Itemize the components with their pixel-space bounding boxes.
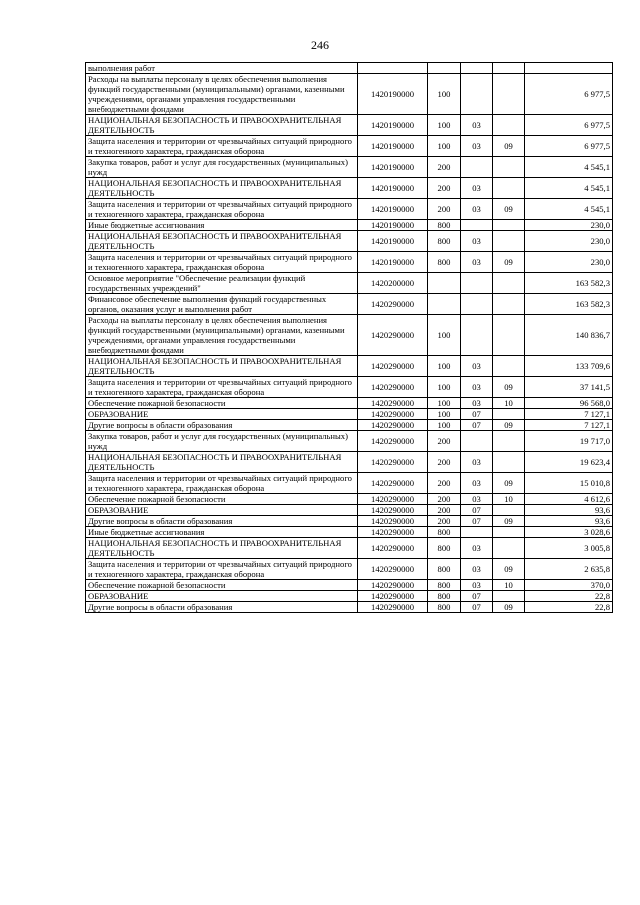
section-cell: 03	[461, 559, 493, 580]
item-name-cell: Расходы на выплаты персоналу в целях обеспечения выполнения функций государственными (муниципальными) органами, казенными учреждениями, органами управления государственными внебюджетными фондами	[86, 74, 358, 115]
expense-type-cell: 100	[428, 74, 461, 115]
table-row	[86, 220, 613, 231]
amount-cell: 230,0	[525, 220, 613, 231]
amount-cell: 93,6	[525, 516, 613, 527]
item-name-cell: Обеспечение пожарной безопасности	[86, 580, 358, 591]
section-cell: 03	[461, 199, 493, 220]
section-cell: 03	[461, 231, 493, 252]
section-cell: 03	[461, 494, 493, 505]
subsection-cell: 09	[493, 420, 525, 431]
item-name-cell: ОБРАЗОВАНИЕ	[86, 409, 358, 420]
section-cell: 03	[461, 580, 493, 591]
item-name-cell: НАЦИОНАЛЬНАЯ БЕЗОПАСНОСТЬ И ПРАВООХРАНИТЕЛЬНАЯ ДЕЯТЕЛЬНОСТЬ	[86, 231, 358, 252]
table-row	[86, 505, 613, 516]
item-name-cell: Основное мероприятие "Обеспечение реализации функций государственных учреждений"	[86, 273, 358, 294]
subsection-cell: 10	[493, 580, 525, 591]
item-name-cell: Защита населения и территории от чрезвычайных ситуаций природного и техногенного характера, гражданская оборона	[86, 199, 358, 220]
subsection-cell: 09	[493, 516, 525, 527]
amount-cell: 163 582,3	[525, 294, 613, 315]
target-code-cell: 1420290000	[358, 473, 428, 494]
subsection-cell	[493, 231, 525, 252]
subsection-cell	[493, 273, 525, 294]
table-row	[86, 252, 613, 273]
expense-type-cell: 800	[428, 231, 461, 252]
amount-cell: 4 545,1	[525, 178, 613, 199]
target-code-cell: 1420190000	[358, 136, 428, 157]
section-cell: 07	[461, 420, 493, 431]
expense-type-cell: 200	[428, 178, 461, 199]
item-name-cell: Защита населения и территории от чрезвычайных ситуаций природного и техногенного характера, гражданская оборона	[86, 473, 358, 494]
target-code-cell: 1420290000	[358, 602, 428, 613]
amount-cell: 230,0	[525, 231, 613, 252]
subsection-cell	[493, 452, 525, 473]
subsection-cell	[493, 505, 525, 516]
item-name-cell: НАЦИОНАЛЬНАЯ БЕЗОПАСНОСТЬ И ПРАВООХРАНИТЕЛЬНАЯ ДЕЯТЕЛЬНОСТЬ	[86, 178, 358, 199]
section-cell: 07	[461, 516, 493, 527]
target-code-cell: 1420190000	[358, 157, 428, 178]
target-code-cell: 1420190000	[358, 220, 428, 231]
amount-cell: 3 005,8	[525, 538, 613, 559]
subsection-cell	[493, 538, 525, 559]
expense-type-cell: 200	[428, 494, 461, 505]
table-row	[86, 136, 613, 157]
amount-cell: 163 582,3	[525, 273, 613, 294]
amount-cell: 96 568,0	[525, 398, 613, 409]
item-name-cell: Обеспечение пожарной безопасности	[86, 398, 358, 409]
amount-cell: 3 028,6	[525, 527, 613, 538]
budget-table-body	[86, 63, 613, 613]
section-cell	[461, 273, 493, 294]
amount-cell: 93,6	[525, 505, 613, 516]
expense-type-cell: 800	[428, 559, 461, 580]
item-name-cell: Закупка товаров, работ и услуг для государственных (муниципальных) нужд	[86, 431, 358, 452]
expense-type-cell: 100	[428, 377, 461, 398]
item-name-cell: НАЦИОНАЛЬНАЯ БЕЗОПАСНОСТЬ И ПРАВООХРАНИТЕЛЬНАЯ ДЕЯТЕЛЬНОСТЬ	[86, 356, 358, 377]
page-number: 246	[311, 38, 329, 52]
subsection-cell	[493, 294, 525, 315]
expense-type-cell: 800	[428, 220, 461, 231]
table-row	[86, 559, 613, 580]
target-code-cell: 1420290000	[358, 591, 428, 602]
item-name-cell: Другие вопросы в области образования	[86, 516, 358, 527]
subsection-cell: 09	[493, 559, 525, 580]
target-code-cell: 1420190000	[358, 178, 428, 199]
subsection-cell	[493, 409, 525, 420]
section-cell	[461, 220, 493, 231]
subsection-cell	[493, 431, 525, 452]
section-cell: 03	[461, 115, 493, 136]
expense-type-cell	[428, 63, 461, 74]
amount-cell: 4 545,1	[525, 199, 613, 220]
amount-cell: 19 717,0	[525, 431, 613, 452]
section-cell	[461, 294, 493, 315]
subsection-cell	[493, 157, 525, 178]
subsection-cell	[493, 74, 525, 115]
table-row	[86, 516, 613, 527]
subsection-cell	[493, 315, 525, 356]
item-name-cell: Закупка товаров, работ и услуг для государственных (муниципальных) нужд	[86, 157, 358, 178]
item-name-cell: выполнения работ	[86, 63, 358, 74]
section-cell: 07	[461, 505, 493, 516]
table-row	[86, 420, 613, 431]
table-row	[86, 273, 613, 294]
expense-type-cell: 100	[428, 115, 461, 136]
target-code-cell: 1420290000	[358, 452, 428, 473]
subsection-cell: 10	[493, 494, 525, 505]
amount-cell: 6 977,5	[525, 115, 613, 136]
expense-type-cell: 100	[428, 356, 461, 377]
subsection-cell	[493, 527, 525, 538]
section-cell	[461, 431, 493, 452]
item-name-cell: Защита населения и территории от чрезвычайных ситуаций природного и техногенного характера, гражданская оборона	[86, 252, 358, 273]
target-code-cell: 1420290000	[358, 420, 428, 431]
target-code-cell: 1420290000	[358, 431, 428, 452]
target-code-cell: 1420290000	[358, 377, 428, 398]
amount-cell: 140 836,7	[525, 315, 613, 356]
subsection-cell: 09	[493, 252, 525, 273]
item-name-cell: Другие вопросы в области образования	[86, 420, 358, 431]
table-row	[86, 452, 613, 473]
table-row	[86, 74, 613, 115]
target-code-cell: 1420290000	[358, 294, 428, 315]
expense-type-cell: 200	[428, 452, 461, 473]
target-code-cell: 1420290000	[358, 516, 428, 527]
budget-table	[85, 62, 613, 613]
section-cell: 03	[461, 538, 493, 559]
table-row	[86, 494, 613, 505]
table-row	[86, 602, 613, 613]
item-name-cell: Другие вопросы в области образования	[86, 602, 358, 613]
table-row	[86, 538, 613, 559]
item-name-cell: Расходы на выплаты персоналу в целях обеспечения выполнения функций государственными (муниципальными) органами, казенными учреждениями, органами управления государственными внебюджетными фондами	[86, 315, 358, 356]
amount-cell: 4 545,1	[525, 157, 613, 178]
amount-cell	[525, 63, 613, 74]
target-code-cell: 1420190000	[358, 252, 428, 273]
target-code-cell: 1420290000	[358, 580, 428, 591]
table-row	[86, 231, 613, 252]
expense-type-cell	[428, 273, 461, 294]
table-row	[86, 63, 613, 74]
subsection-cell: 09	[493, 473, 525, 494]
subsection-cell	[493, 115, 525, 136]
table-row	[86, 377, 613, 398]
amount-cell: 6 977,5	[525, 136, 613, 157]
subsection-cell: 09	[493, 136, 525, 157]
expense-type-cell: 100	[428, 409, 461, 420]
subsection-cell: 09	[493, 602, 525, 613]
section-cell: 03	[461, 452, 493, 473]
expense-type-cell: 100	[428, 315, 461, 356]
section-cell: 03	[461, 252, 493, 273]
table-row	[86, 115, 613, 136]
table-row	[86, 199, 613, 220]
target-code-cell: 1420290000	[358, 559, 428, 580]
target-code-cell: 1420290000	[358, 315, 428, 356]
expense-type-cell: 100	[428, 136, 461, 157]
table-row	[86, 356, 613, 377]
subsection-cell	[493, 356, 525, 377]
table-row	[86, 157, 613, 178]
expense-type-cell: 100	[428, 420, 461, 431]
amount-cell: 7 127,1	[525, 409, 613, 420]
amount-cell: 15 010,8	[525, 473, 613, 494]
table-row	[86, 580, 613, 591]
amount-cell: 2 635,8	[525, 559, 613, 580]
section-cell: 07	[461, 409, 493, 420]
item-name-cell: Иные бюджетные ассигнования	[86, 527, 358, 538]
expense-type-cell: 200	[428, 199, 461, 220]
table-row	[86, 591, 613, 602]
item-name-cell: Финансовое обеспечение выполнения функций государственных органов, оказания услуг и выполнения работ	[86, 294, 358, 315]
target-code-cell: 1420200000	[358, 273, 428, 294]
target-code-cell: 1420290000	[358, 538, 428, 559]
table-row	[86, 431, 613, 452]
item-name-cell: Защита населения и территории от чрезвычайных ситуаций природного и техногенного характера, гражданская оборона	[86, 377, 358, 398]
amount-cell: 22,8	[525, 602, 613, 613]
subsection-cell: 10	[493, 398, 525, 409]
expense-type-cell: 800	[428, 527, 461, 538]
section-cell: 03	[461, 398, 493, 409]
subsection-cell	[493, 591, 525, 602]
expense-type-cell: 200	[428, 473, 461, 494]
section-cell	[461, 63, 493, 74]
expense-type-cell	[428, 294, 461, 315]
item-name-cell: НАЦИОНАЛЬНАЯ БЕЗОПАСНОСТЬ И ПРАВООХРАНИТЕЛЬНАЯ ДЕЯТЕЛЬНОСТЬ	[86, 538, 358, 559]
target-code-cell: 1420290000	[358, 398, 428, 409]
item-name-cell: НАЦИОНАЛЬНАЯ БЕЗОПАСНОСТЬ И ПРАВООХРАНИТЕЛЬНАЯ ДЕЯТЕЛЬНОСТЬ	[86, 115, 358, 136]
expense-type-cell: 800	[428, 538, 461, 559]
subsection-cell: 09	[493, 377, 525, 398]
amount-cell: 6 977,5	[525, 74, 613, 115]
amount-cell: 133 709,6	[525, 356, 613, 377]
item-name-cell: НАЦИОНАЛЬНАЯ БЕЗОПАСНОСТЬ И ПРАВООХРАНИТЕЛЬНАЯ ДЕЯТЕЛЬНОСТЬ	[86, 452, 358, 473]
subsection-cell	[493, 220, 525, 231]
section-cell	[461, 315, 493, 356]
target-code-cell: 1420290000	[358, 409, 428, 420]
item-name-cell: Защита населения и территории от чрезвычайных ситуаций природного и техногенного характера, гражданская оборона	[86, 136, 358, 157]
section-cell: 07	[461, 591, 493, 602]
section-cell: 03	[461, 136, 493, 157]
expense-type-cell: 800	[428, 580, 461, 591]
item-name-cell: ОБРАЗОВАНИЕ	[86, 591, 358, 602]
item-name-cell: Защита населения и территории от чрезвычайных ситуаций природного и техногенного характера, гражданская оборона	[86, 559, 358, 580]
expense-type-cell: 200	[428, 505, 461, 516]
expense-type-cell: 800	[428, 252, 461, 273]
expense-type-cell: 800	[428, 591, 461, 602]
section-cell	[461, 157, 493, 178]
item-name-cell: ОБРАЗОВАНИЕ	[86, 505, 358, 516]
amount-cell: 22,8	[525, 591, 613, 602]
item-name-cell: Обеспечение пожарной безопасности	[86, 494, 358, 505]
subsection-cell	[493, 63, 525, 74]
section-cell	[461, 74, 493, 115]
table-row	[86, 315, 613, 356]
target-code-cell: 1420290000	[358, 527, 428, 538]
section-cell: 03	[461, 377, 493, 398]
amount-cell: 19 623,4	[525, 452, 613, 473]
target-code-cell: 1420290000	[358, 505, 428, 516]
target-code-cell: 1420190000	[358, 74, 428, 115]
table-row	[86, 178, 613, 199]
target-code-cell: 1420190000	[358, 115, 428, 136]
section-cell: 03	[461, 178, 493, 199]
target-code-cell: 1420290000	[358, 356, 428, 377]
expense-type-cell: 200	[428, 157, 461, 178]
target-code-cell	[358, 63, 428, 74]
section-cell: 07	[461, 602, 493, 613]
table-row	[86, 294, 613, 315]
amount-cell: 37 141,5	[525, 377, 613, 398]
table-row	[86, 398, 613, 409]
item-name-cell: Иные бюджетные ассигнования	[86, 220, 358, 231]
subsection-cell	[493, 178, 525, 199]
section-cell	[461, 527, 493, 538]
expense-type-cell: 800	[428, 602, 461, 613]
table-row	[86, 473, 613, 494]
expense-type-cell: 200	[428, 516, 461, 527]
table-row	[86, 527, 613, 538]
table-row	[86, 409, 613, 420]
expense-type-cell: 100	[428, 398, 461, 409]
expense-type-cell: 200	[428, 431, 461, 452]
amount-cell: 4 612,6	[525, 494, 613, 505]
target-code-cell: 1420290000	[358, 494, 428, 505]
amount-cell: 7 127,1	[525, 420, 613, 431]
target-code-cell: 1420190000	[358, 231, 428, 252]
target-code-cell: 1420190000	[358, 199, 428, 220]
amount-cell: 230,0	[525, 252, 613, 273]
amount-cell: 370,0	[525, 580, 613, 591]
section-cell: 03	[461, 356, 493, 377]
subsection-cell: 09	[493, 199, 525, 220]
section-cell: 03	[461, 473, 493, 494]
